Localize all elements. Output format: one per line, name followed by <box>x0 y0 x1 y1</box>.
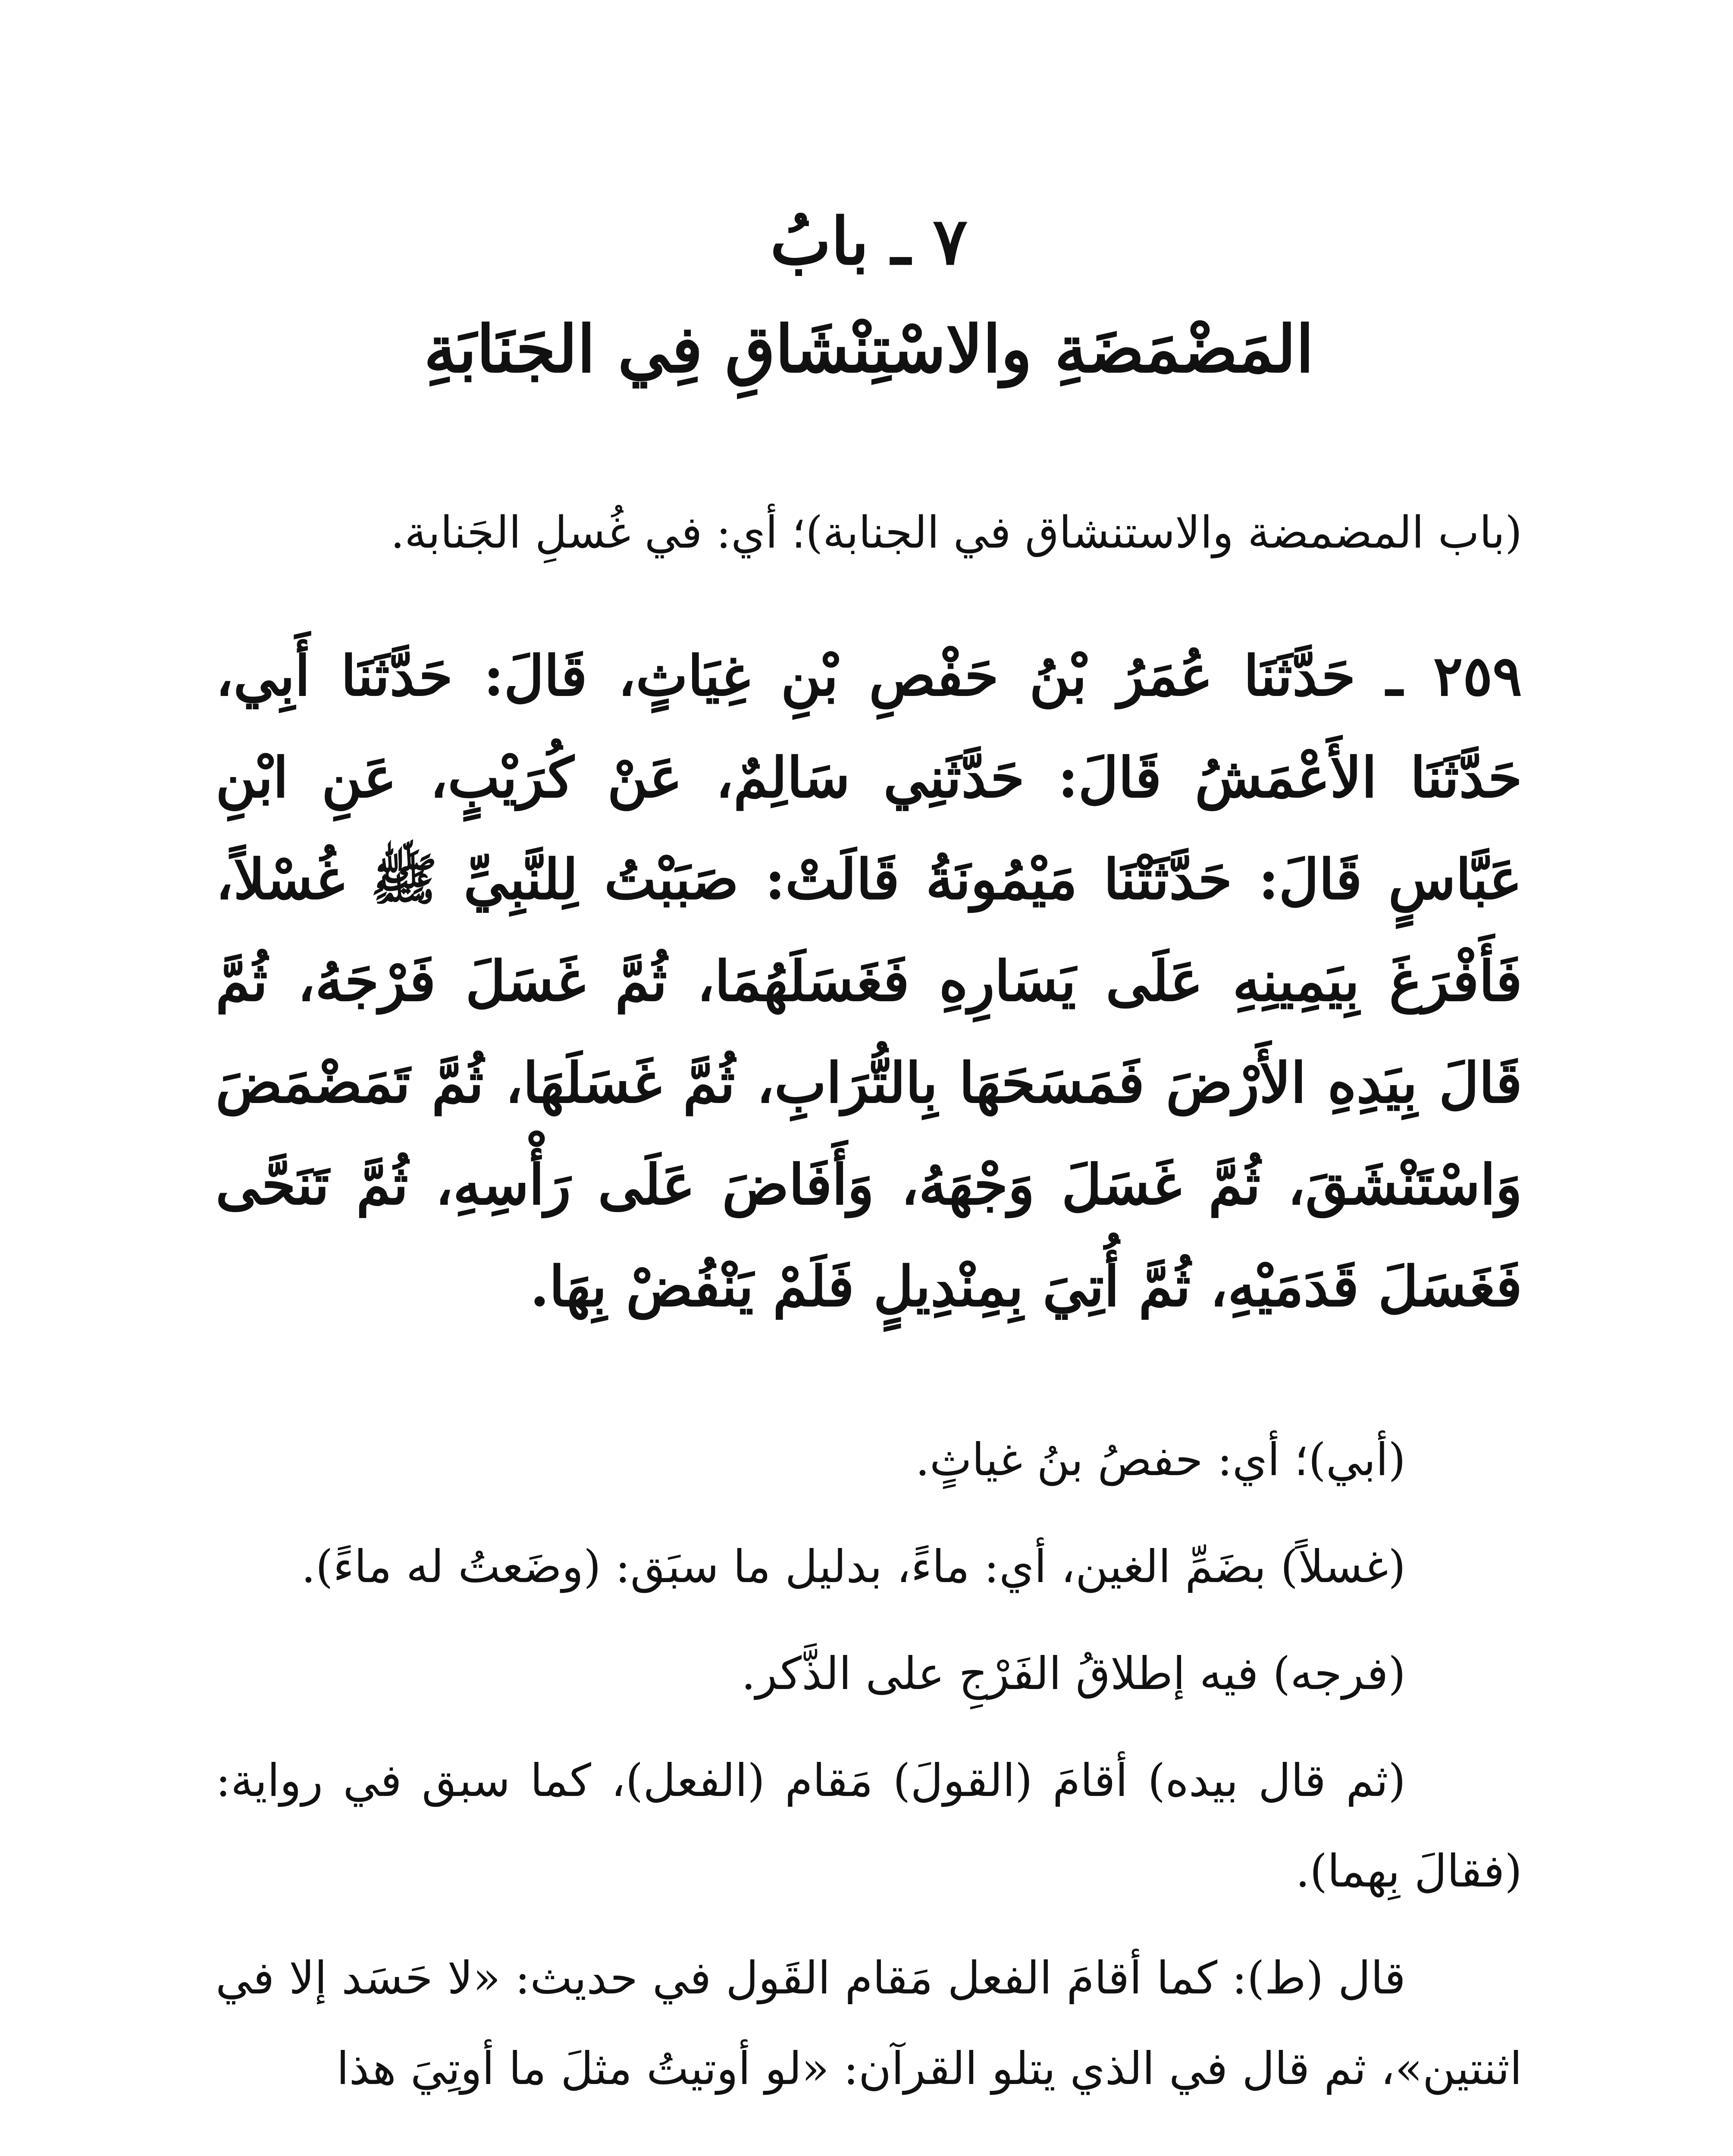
note-qala-biyadihi: (ثم قال بيده) أقامَ (القولَ) مَقام (الفعل)، كما سبق في رواية: (فقالَ بِهما). <box>216 1754 1522 1897</box>
hadith-text: ٢٥٩ ـ حَدَّثَنَا عُمَرُ بْنُ حَفْصِ بْنِ غِيَاثٍ، قَالَ: حَدَّثَنَا أَبِي، حَدَّثَنَا الأَعْمَشُ قَالَ: حَدَّثَنِي سَالِمٌ، عَنْ كُرَيْبٍ، عَنِ ابْنِ عَبَّاسٍ قَالَ: حَدَّثَتْنَا مَيْمُونَةُ قَالَتْ: صَبَبْتُ لِلنَّبِيِّ ﷺ غُسْلاً، فَأَفْرَغَ بِيَمِينِهِ عَلَى يَسَارِهِ فَغَسَلَهُمَا، ثُمَّ غَسَلَ فَرْجَهُ، ثُمَّ قَالَ بِيَدِهِ الأَرْضَ فَمَسَحَهَا بِالتُّرَابِ، ثُمَّ غَسَلَهَا، ثُمَّ تَمَضْمَضَ وَاسْتَنْشَقَ، ثُمَّ غَسَلَ وَجْهَهُ، وَأَفَاضَ عَلَى رَأْسِهِ، ثُمَّ تَنَحَّى فَغَسَلَ قَدَمَيْهِ، ثُمَّ أُتِيَ بِمِنْدِيلٍ فَلَمْ يَنْفُضْ بِهَا. <box>216 644 1523 1319</box>
note-qala-ta: قال (ط): كما أقامَ الفعل مَقام القَول في حديث: «لا حَسَد إلا في اثنتين»، ثم قال في الذي يتلو القرآن: «لو أوتيتُ مثلَ ما أوتِيَ هذا <box>216 1952 1522 2095</box>
commentary-intro: (باب المضمضة والاستنشاق في الجنابة)؛ أي: في غُسلِ الجَنابة. <box>390 507 1522 558</box>
chapter-number: ٧ ـ بابُ <box>770 204 968 279</box>
note-ghuslan: (غسلاً) بضَمِّ الغين، أي: ماءً، بدليل ما سبَق: (وضَعتُ له ماءً). <box>301 1540 1406 1593</box>
note-farjahu: (فرجه) فيه إطلاقُ الفَرْجِ على الذَّكر. <box>741 1647 1406 1700</box>
book-page <box>216 0 1522 2156</box>
commentary-notes <box>216 1414 1522 2130</box>
chapter-title: المَضْمَضَةِ والاسْتِنْشَاقِ فِي الجَنَابَةِ <box>424 311 1314 387</box>
note-abi: (أبي)؛ أي: حفصُ بنُ غياثٍ. <box>915 1433 1406 1486</box>
